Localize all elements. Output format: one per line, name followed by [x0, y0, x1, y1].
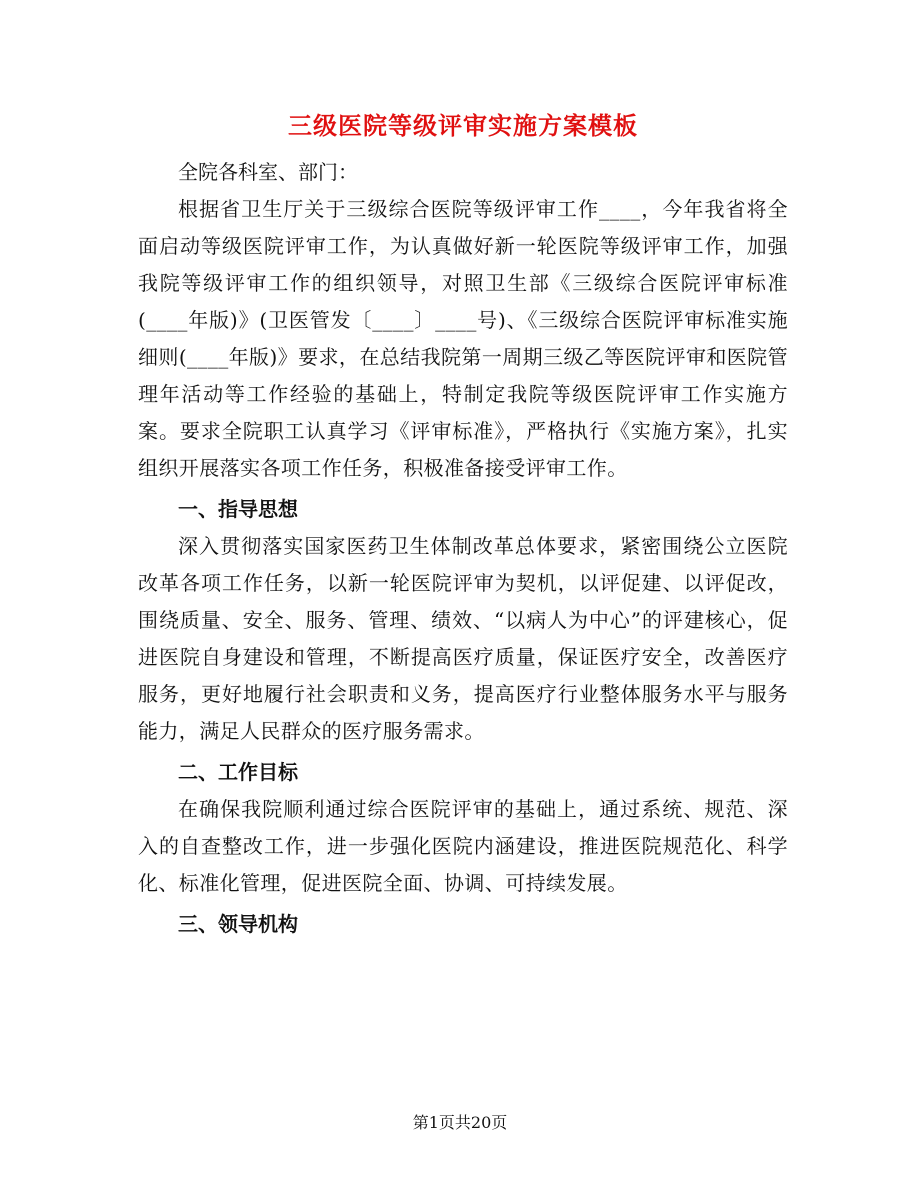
- section-body-guiding-ideology: 深入贯彻落实国家医药卫生体制改革总体要求，紧密围绕公立医院改革各项工作任务，以新一轮医院评审为契机，以评促建、以评促改，围绕质量、安全、服务、管理、绩效、“以病人为中心”的评建核心，促进医院自身建设和管理，不断提高医疗质量，保证医疗安全，改善医疗服务，更好地履行社会职责和义务，提高医疗行业整体服务水平与服务能力，满足人民群众的医疗服务需求。: [138, 534, 788, 743]
- section-heading-leadership: 三、领导机构: [178, 912, 298, 936]
- section-body-work-goals: 在确保我院顺利通过综合医院评审的基础上，通过系统、规范、深入的自查整改工作，进一步强化医院内涵建设，推进医院规范化、科学化、标准化管理，促进医院全面、协调、可持续发展。: [138, 797, 788, 895]
- salutation: 全院各科室、部门：: [178, 160, 358, 184]
- section-heading-guiding-ideology: 一、指导思想: [178, 497, 298, 521]
- page-number-footer: 第1页共20页: [412, 1113, 508, 1132]
- section-heading-work-goals: 二、工作目标: [178, 760, 298, 784]
- intro-paragraph: 根据省卫生厅关于三级综合医院等级评审工作____，今年我省将全面启动等级医院评审工作，为认真做好新一轮医院等级评审工作，加强我院等级评审工作的组织领导，对照卫生部《三级综合医院评审标准(____年版)》(卫医管发〔____〕____号)、《三级综合医院评审标准实施细则(____年版)》要求，在总结我院第一周期三级乙等医院评审和医院管理年活动等工作经验的基础上，特制定我院等级医院评审工作实施方案。要求全院职工认真学习《评审标准》，严格执行《实施方案》，扎实组织开展落实各项工作任务，积极准备接受评审工作。: [138, 197, 788, 480]
- document-title: 三级医院等级评审实施方案模板: [288, 111, 638, 140]
